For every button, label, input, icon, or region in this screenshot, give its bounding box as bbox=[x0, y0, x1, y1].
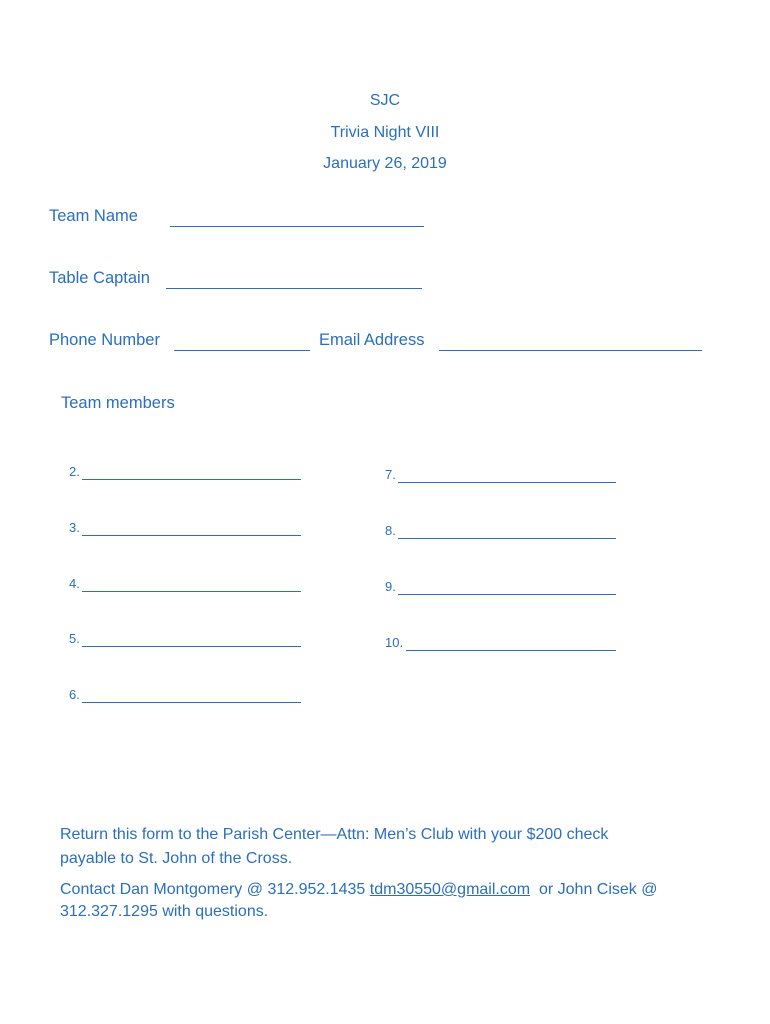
member-line-9[interactable] bbox=[398, 594, 616, 595]
member-number: 2. bbox=[69, 464, 80, 479]
member-line-3[interactable] bbox=[82, 535, 301, 536]
member-line-7[interactable] bbox=[398, 482, 616, 483]
event-date: January 26, 2019 bbox=[323, 155, 447, 172]
team-name-line[interactable] bbox=[170, 226, 424, 227]
member-number: 5. bbox=[69, 631, 80, 646]
member-line-8[interactable] bbox=[398, 538, 616, 539]
return-instructions bbox=[60, 823, 740, 871]
member-number: 4. bbox=[69, 576, 80, 591]
contact-middle: or John Cisek @ bbox=[538, 881, 658, 898]
member-number: 6. bbox=[69, 687, 80, 702]
member-line-2[interactable] bbox=[82, 479, 301, 480]
contact-line-2: 312.327.1295 with questions. bbox=[60, 903, 269, 920]
member-line-6[interactable] bbox=[82, 702, 301, 703]
phone-number-line[interactable] bbox=[174, 350, 310, 351]
member-line-4[interactable] bbox=[82, 591, 301, 592]
member-number: 3. bbox=[69, 520, 80, 535]
event-title: Trivia Night VIII bbox=[330, 124, 440, 141]
table-captain-label: Table Captain bbox=[49, 269, 150, 287]
email-address-line[interactable] bbox=[439, 350, 702, 351]
member-line-5[interactable] bbox=[82, 646, 301, 647]
member-number: 10. bbox=[385, 635, 404, 650]
contact-email-link[interactable]: tdm30550@gmail.com bbox=[369, 881, 531, 898]
member-number: 9. bbox=[385, 579, 396, 594]
contact-info bbox=[60, 879, 740, 923]
return-line-2: payable to St. John of the Cross. bbox=[60, 850, 293, 867]
return-line-1: Return this form to the Parish Center—Attn: Men’s Club with your $200 check bbox=[60, 826, 609, 843]
member-line-10[interactable] bbox=[406, 650, 616, 651]
table-captain-line[interactable] bbox=[166, 288, 422, 289]
contact-prefix: Contact Dan Montgomery @ 312.952.1435 bbox=[60, 881, 366, 898]
team-members-heading: Team members bbox=[61, 394, 175, 412]
member-number: 8. bbox=[385, 523, 396, 538]
phone-number-label: Phone Number bbox=[49, 331, 160, 349]
email-address-label: Email Address bbox=[319, 331, 425, 349]
contact-line-1 bbox=[60, 879, 740, 901]
org-title: SJC bbox=[369, 92, 401, 109]
member-number: 7. bbox=[385, 467, 396, 482]
team-name-label: Team Name bbox=[49, 207, 138, 225]
